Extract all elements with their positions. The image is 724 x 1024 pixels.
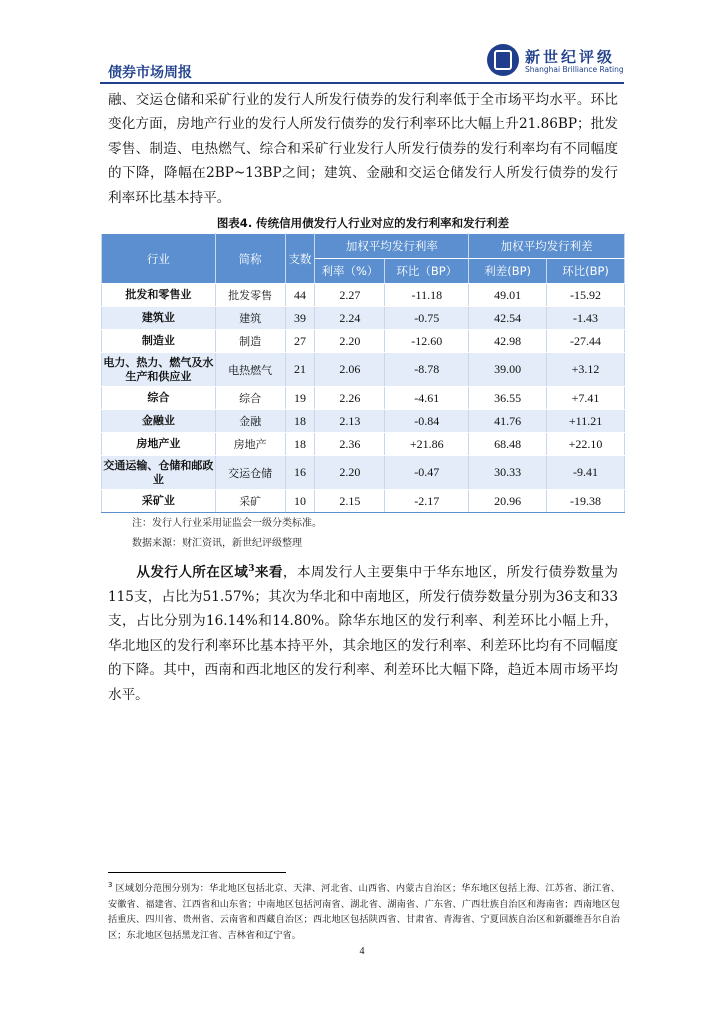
footnote-mark: 3 [108, 881, 113, 889]
industry-cell: 批发和零售业 [102, 284, 216, 307]
spread-cell: 39.00 [469, 353, 547, 387]
header-industry: 行业 [102, 234, 216, 284]
abbr-cell: 制造 [215, 330, 285, 353]
footnote-ref[interactable]: 3 [248, 564, 255, 574]
rate-change-cell: -11.18 [385, 284, 469, 307]
industry-rate-table [101, 233, 625, 513]
spread-change-cell: -27.44 [547, 330, 625, 353]
count-cell: 18 [285, 433, 315, 456]
industry-cell: 制造业 [102, 330, 216, 353]
abbr-cell: 建筑 [215, 307, 285, 330]
table-source: 数据来源：财汇资讯，新世纪评级整理 [132, 538, 302, 549]
count-cell: 39 [285, 307, 315, 330]
header-group-rate: 加权平均发行利率 [315, 234, 469, 259]
rate-change-cell: -0.75 [385, 307, 469, 330]
table-row [102, 307, 625, 330]
spread-cell: 68.48 [469, 433, 547, 456]
rate-cell: 2.24 [315, 307, 385, 330]
spread-change-cell: -9.41 [547, 456, 625, 490]
table-row [102, 433, 625, 456]
count-cell: 19 [285, 387, 315, 410]
header-rate: 利率（%） [315, 259, 385, 284]
header-rate-change: 环比（BP） [385, 259, 469, 284]
header-spread-change: 环比(BP) [547, 259, 625, 284]
table-note: 注：发行人行业采用证监会一级分类标准。 [132, 518, 322, 529]
spread-cell: 41.76 [469, 410, 547, 433]
rate-cell: 2.13 [315, 410, 385, 433]
industry-cell: 房地产业 [102, 433, 216, 456]
industry-cell: 交通运输、仓储和邮政业 [102, 456, 216, 490]
rate-cell: 2.15 [315, 490, 385, 513]
table-row [102, 410, 625, 433]
rate-cell: 2.26 [315, 387, 385, 410]
rate-change-cell: -8.78 [385, 353, 469, 387]
header-group-spread: 加权平均发行利差 [469, 234, 625, 259]
count-cell: 10 [285, 490, 315, 513]
table-caption: 图表4. 传统信用债发行人行业对应的发行利率和发行利差 [216, 216, 510, 230]
spread-change-cell: -1.43 [547, 307, 625, 330]
spread-change-cell: +7.41 [547, 387, 625, 410]
abbr-cell: 电热燃气 [215, 353, 285, 387]
rate-change-cell: +21.86 [385, 433, 469, 456]
spread-cell: 42.54 [469, 307, 547, 330]
company-logo [487, 44, 627, 80]
abbr-cell: 房地产 [215, 433, 285, 456]
rate-change-cell: -12.60 [385, 330, 469, 353]
count-cell: 16 [285, 456, 315, 490]
spread-change-cell: +3.12 [547, 353, 625, 387]
count-cell: 27 [285, 330, 315, 353]
industry-cell: 综合 [102, 387, 216, 410]
table-row [102, 456, 625, 490]
count-cell: 21 [285, 353, 315, 387]
table-row [102, 330, 625, 353]
industry-cell: 建筑业 [102, 307, 216, 330]
abbr-cell: 批发零售 [215, 284, 285, 307]
rate-change-cell: -0.47 [385, 456, 469, 490]
footnote-divider [108, 872, 286, 873]
rate-cell: 2.36 [315, 433, 385, 456]
table-body [102, 284, 625, 513]
footnote [108, 878, 620, 943]
abbr-cell: 金融 [215, 410, 285, 433]
paragraph-lead: 从发行人所在区域 [136, 564, 249, 581]
industry-cell: 金融业 [102, 410, 216, 433]
footnote-text: 区域划分范围分别为：华北地区包括北京、天津、河北省、山西省、内蒙古自治区；华东地区包括上海、江苏省、浙江省、安徽省、福建省、江西省和山东省；中南地区包括河南省、湖北省、湖南省、广东省、广西壮族自治区和海南省；西南地区包括重庆、四川省、贵州省、云南省和西藏自治区；西北地区包括陕西省、甘肃省、青海省、宁夏回族自治区和新疆维吾尔自治区；东北地区包括黑龙江省、吉林省和辽宁省。 [108, 883, 620, 941]
table-row [102, 387, 625, 410]
table-row [102, 353, 625, 387]
spread-cell: 20.96 [469, 490, 547, 513]
rate-change-cell: -0.84 [385, 410, 469, 433]
spread-change-cell: +22.10 [547, 433, 625, 456]
paragraph-body: ，本周发行人主要集中于华东地区，所发行债券数量为115支，占比为51.57%；其次为华北和中南地区，所发行债券数量分别为36支和33支，占比分别为16.14%和14.80%。除华东地区的发行利率、利差环比小幅上升，华北地区的发行利率环比基本持平外，其余地区的发行利率、利差环比均有不同幅度的下降。其中，西南和西北地区的发行利率、利差环比大幅下降，趋近本周市场平均水平。 [108, 564, 619, 703]
header-count: 支数 [285, 234, 315, 284]
abbr-cell: 采矿 [215, 490, 285, 513]
table-row [102, 490, 625, 513]
industry-cell: 电力、热力、燃气及水生产和供应业 [102, 353, 216, 387]
paragraph-lead-end: 来看 [254, 564, 283, 581]
spread-change-cell: -19.38 [547, 490, 625, 513]
spread-cell: 30.33 [469, 456, 547, 490]
count-cell: 18 [285, 410, 315, 433]
report-header-title: 债券市场周报 [108, 65, 192, 81]
spread-cell: 49.01 [469, 284, 547, 307]
spread-change-cell: -15.92 [547, 284, 625, 307]
abbr-cell: 综合 [215, 387, 285, 410]
body-paragraph-1: 融、交运仓储和采矿行业的发行人所发行债券的发行利率低于全市场平均水平。环比变化方面，房地产行业的发行人所发行债券的发行利率环比大幅上升21.86BP；批发零售、制造、电热燃气、综合和采矿行业发行人所发行债券的发行利率均有不同幅度的下降，降幅在2BP~13BP之间；建筑、金融和交运仓储发行人所发行债券的发行利率环比基本持平。 [108, 92, 618, 206]
header-divider [100, 82, 624, 84]
rate-cell: 2.20 [315, 330, 385, 353]
rate-cell: 2.20 [315, 456, 385, 490]
rate-cell: 2.27 [315, 284, 385, 307]
table-row [102, 284, 625, 307]
header-abbr: 简称 [215, 234, 285, 284]
rate-cell: 2.06 [315, 353, 385, 387]
abbr-cell: 交运仓储 [215, 456, 285, 490]
count-cell: 44 [285, 284, 315, 307]
rate-change-cell: -2.17 [385, 490, 469, 513]
page-number: 4 [359, 946, 365, 957]
logo-emblem-icon [487, 44, 519, 76]
header-spread: 利差(BP) [469, 259, 547, 284]
rate-change-cell: -4.61 [385, 387, 469, 410]
industry-cell: 采矿业 [102, 490, 216, 513]
spread-change-cell: +11.21 [547, 410, 625, 433]
body-paragraph-2 [108, 557, 618, 707]
logo-chinese-name: 新世纪评级 [525, 48, 616, 66]
logo-english-name: Shanghai Brilliance Rating [525, 65, 624, 74]
spread-cell: 36.55 [469, 387, 547, 410]
spread-cell: 42.98 [469, 330, 547, 353]
